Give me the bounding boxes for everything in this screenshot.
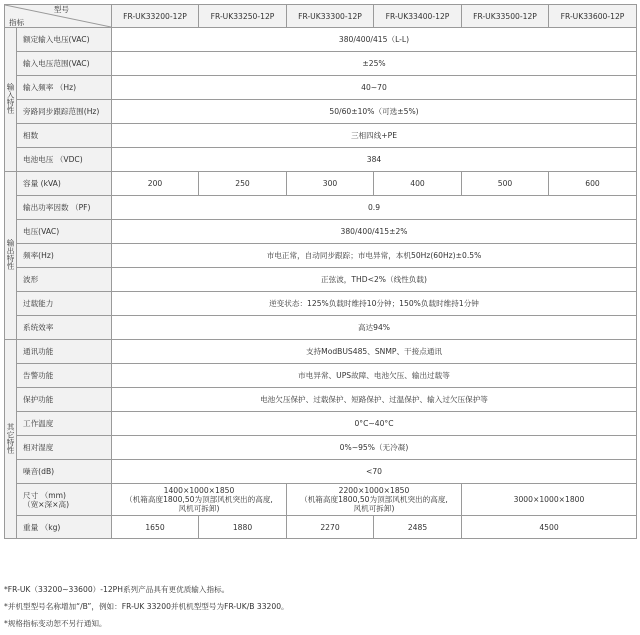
row-label: 容量 (kVA) [17,172,112,196]
size-value: 3000×1000×1800 [462,484,637,516]
row-value: 电池欠压保护、过载保护、短路保护、过温保护、输入过欠压保护等 [112,388,637,412]
row-label: 工作温度 [17,412,112,436]
other-group-label: 其它特性 [5,340,17,539]
table-row [5,436,637,460]
table-row [5,292,637,316]
weight-value: 2485 [374,516,462,539]
row-label: 噪音(dB) [17,460,112,484]
table-row [5,148,637,172]
table-row [5,268,637,292]
model-header: FR-UK33200-12P [112,5,199,28]
size-row [5,484,637,516]
footnote: *并机型型号名称增加“/B”，例如：FR-UK 33200并机机型型号为FR-UK/B 33200。 [4,602,289,611]
table-row [5,460,637,484]
row-label: 保护功能 [17,388,112,412]
table-row [5,100,637,124]
weight-value: 4500 [462,516,637,539]
table-row [5,124,637,148]
row-value: ±25% [112,52,637,76]
row-value: 支持ModBUS485、SNMP、干接点通讯 [112,340,637,364]
row-label: 系统效率 [17,316,112,340]
row-label: 输出功率因数 （PF) [17,196,112,220]
model-label: 型号 [53,5,69,14]
row-label: 电压(VAC) [17,220,112,244]
row-label: 波形 [17,268,112,292]
size-value: 1400×1000×1850 （机箱高度1800,50为顶部风机突出的高度, 风机可拆卸) [112,484,287,516]
capacity-value: 400 [374,172,462,196]
row-value: 0.9 [112,196,637,220]
header-row [5,5,637,28]
table-row [5,388,637,412]
row-value: 50/60±10%（可选±5%) [112,100,637,124]
row-label: 额定输入电压(VAC) [17,28,112,52]
row-value: 市电异常、UPS故障、电池欠压、输出过载等 [112,364,637,388]
row-value: 三相四线+PE [112,124,637,148]
capacity-value: 600 [549,172,637,196]
row-label: 旁路同步跟踪范围(Hz) [17,100,112,124]
table-row [5,340,637,364]
capacity-value: 500 [462,172,549,196]
row-value: 0%~95%（无冷凝) [112,436,637,460]
footnote: *FR-UK（33200~33600）-12PH系列产品具有更优质输入指标。 [4,585,230,594]
row-value: 40~70 [112,76,637,100]
weight-value: 1880 [199,516,287,539]
table-row [5,76,637,100]
row-value: 逆变状态：125%负载时维持10分钟；150%负载时维持1分钟 [112,292,637,316]
row-value: 0°C~40°C [112,412,637,436]
header-corner-cell [5,5,112,28]
indicator-label: 指标 [9,18,25,27]
row-label: 输入电压范围(VAC) [17,52,112,76]
weight-value: 1650 [112,516,199,539]
footnotes [4,581,289,632]
weight-row [5,516,637,539]
row-value: 市电正常，自动同步跟踪；市电异常，本机50Hz(60Hz)±0.5% [112,244,637,268]
row-label: 相数 [17,124,112,148]
weight-value: 2270 [287,516,374,539]
table-row [5,52,637,76]
table-row [5,220,637,244]
table-row [5,196,637,220]
model-header: FR-UK33250-12P [199,5,287,28]
size-value: 2200×1000×1850 （机箱高度1800,50为顶部风机突出的高度, 风机可拆卸) [287,484,462,516]
model-header: FR-UK33600-12P [549,5,637,28]
row-label: 相对湿度 [17,436,112,460]
output-group-label: 输出特性 [5,172,17,340]
input-group-label: 输入特性 [5,28,17,172]
table-row [5,364,637,388]
table-row [5,316,637,340]
size-label: 尺寸 （mm) （宽×深×高) [17,484,112,516]
footnote: *规格指标变动恕不另行通知。 [4,619,107,628]
spec-table [4,4,637,539]
capacity-value: 200 [112,172,199,196]
row-label: 过载能力 [17,292,112,316]
row-label: 通讯功能 [17,340,112,364]
capacity-row [5,172,637,196]
row-label: 频率(Hz) [17,244,112,268]
table-row [5,244,637,268]
row-value: 正弦波，THD<2%（线性负载) [112,268,637,292]
row-label: 告警功能 [17,364,112,388]
table-row [5,28,637,52]
row-value: 高达94% [112,316,637,340]
table-row [5,412,637,436]
weight-label: 重量 （kg) [17,516,112,539]
row-value: 384 [112,148,637,172]
row-value: <70 [112,460,637,484]
capacity-value: 300 [287,172,374,196]
row-label: 输入频率 （Hz) [17,76,112,100]
row-value: 380/400/415±2% [112,220,637,244]
row-label: 电池电压 （VDC) [17,148,112,172]
model-header: FR-UK33500-12P [462,5,549,28]
row-value: 380/400/415（L-L) [112,28,637,52]
capacity-value: 250 [199,172,287,196]
model-header: FR-UK33400-12P [374,5,462,28]
model-header: FR-UK33300-12P [287,5,374,28]
